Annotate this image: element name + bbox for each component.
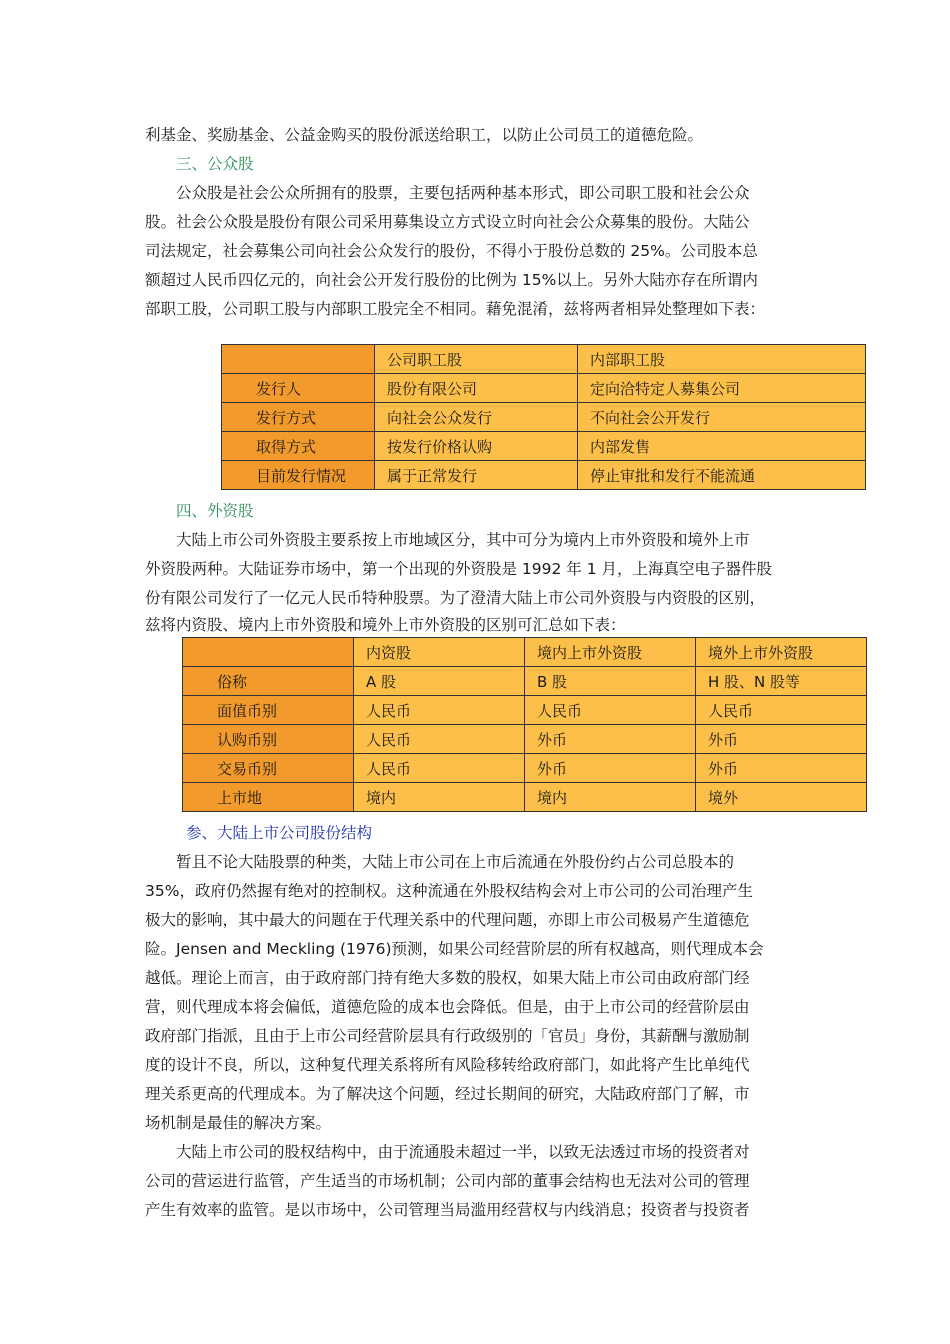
- paragraph-line: 35%，政府仍然握有绝对的控制权。这种流通在外股权结构会对上市公司的公司治理产生: [145, 882, 753, 900]
- table-cell: 停止审批和发行不能流通: [578, 461, 866, 490]
- table-header-cell: [222, 345, 375, 374]
- paragraph-line: 部职工股，公司职工股与内部职工股完全不相同。藉免混淆，兹将两者相异处整理如下表：: [145, 300, 766, 318]
- table-cell: 股份有限公司: [375, 374, 578, 403]
- table-cell: 按发行价格认购: [375, 432, 578, 461]
- row-label: 取得方式: [222, 432, 375, 461]
- row-label: 认购币别: [183, 725, 354, 754]
- table-header-cell: 内资股: [354, 638, 525, 667]
- table-cell: 境内: [354, 783, 525, 812]
- table-row: [222, 432, 866, 461]
- table-row: [183, 696, 867, 725]
- section-heading-public-shares: 三、公众股: [176, 155, 254, 173]
- paragraph-line: 产生有效率的监管。是以市场中，公司管理当局滥用经营权与内线消息；投资者与投资者: [145, 1201, 750, 1219]
- paragraph-line: 大陆上市公司的股权结构中，由于流通股未超过一半，以致无法透过市场的投资者对: [176, 1143, 750, 1161]
- row-label: 面值币别: [183, 696, 354, 725]
- paragraph-line: 利基金、奖励基金、公益金购买的股份派送给职工，以防止公司员工的道德危险。: [145, 126, 704, 144]
- table-row: [183, 667, 867, 696]
- table-row: [183, 783, 867, 812]
- table-row: [222, 403, 866, 432]
- table-cell: 内部发售: [578, 432, 866, 461]
- row-label: 交易币别: [183, 754, 354, 783]
- paragraph-line: 暂且不论大陆股票的种类，大陆上市公司在上市后流通在外股份约占公司总股本的: [176, 853, 735, 871]
- section-heading-foreign-shares: 四、外资股: [176, 502, 254, 520]
- table-row: [183, 754, 867, 783]
- table-header-row: [183, 638, 867, 667]
- table-cell: 人民币: [354, 754, 525, 783]
- table-cell: 定向洽特定人募集公司: [578, 374, 866, 403]
- table-row: [222, 374, 866, 403]
- paragraph-line: 公众股是社会公众所拥有的股票，主要包括两种基本形式，即公司职工股和社会公众: [176, 184, 750, 202]
- row-label: 上市地: [183, 783, 354, 812]
- paragraph-line: 司法规定，社会募集公司向社会公众发行的股份，不得小于股份总数的 25%。公司股本总: [145, 242, 758, 260]
- table-cell: 人民币: [525, 696, 696, 725]
- table-cell: 向社会公众发行: [375, 403, 578, 432]
- table-cell: 外币: [525, 725, 696, 754]
- row-label: 发行人: [222, 374, 375, 403]
- paragraph-line: 份有限公司发行了一亿元人民币特种股票。为了澄清大陆上市公司外资股与内资股的区别，: [145, 589, 766, 607]
- table-row: [183, 725, 867, 754]
- table-cell: A 股: [354, 667, 525, 696]
- paragraph-line: 股。社会公众股是股份有限公司采用募集设立方式设立时向社会公众募集的股份。大陆公: [145, 213, 750, 231]
- paragraph-line: 极大的影响，其中最大的问题在于代理关系中的代理问题，亦即上市公司极易产生道德危: [145, 911, 750, 929]
- row-label: 发行方式: [222, 403, 375, 432]
- paragraph-line: 营，则代理成本将会偏低，道德危险的成本也会降低。但是，由于上市公司的经营阶层由: [145, 998, 750, 1016]
- table-header-cell: 内部职工股: [578, 345, 866, 374]
- table-cell: 人民币: [354, 725, 525, 754]
- table-cell: 外币: [525, 754, 696, 783]
- table-header-cell: [183, 638, 354, 667]
- table-cell: B 股: [525, 667, 696, 696]
- table-header-row: [222, 345, 866, 374]
- paragraph-line: 险。Jensen and Meckling (1976)预测，如果公司经营阶层的所有权越高，则代理成本会: [145, 940, 764, 958]
- employee-shares-table: [221, 344, 866, 490]
- table-cell: 外币: [696, 725, 867, 754]
- table-cell: 属于正常发行: [375, 461, 578, 490]
- share-types-table: [182, 637, 867, 812]
- paragraph-line: 外资股两种。大陆证券市场中，第一个出现的外资股是 1992 年 1 月，上海真空电子器件股: [145, 560, 773, 578]
- paragraph-line: 公司的营运进行监管，产生适当的市场机制；公司内部的董事会结构也无法对公司的管理: [145, 1172, 750, 1190]
- paragraph-line: 理关系更高的代理成本。为了解决这个问题，经过长期间的研究，大陆政府部门了解，市: [145, 1085, 750, 1103]
- table-cell: 人民币: [354, 696, 525, 725]
- table-header-cell: 境外上市外资股: [696, 638, 867, 667]
- row-label: 目前发行情况: [222, 461, 375, 490]
- section-heading-share-structure: 参、大陆上市公司股份结构: [186, 824, 373, 842]
- paragraph-line: 额超过人民币四亿元的，向社会公开发行股份的比例为 15%以上。另外大陆亦存在所谓内: [145, 271, 758, 289]
- table-cell: 不向社会公开发行: [578, 403, 866, 432]
- table-row: [222, 461, 866, 490]
- table-header-cell: 境内上市外资股: [525, 638, 696, 667]
- table-cell: 外币: [696, 754, 867, 783]
- paragraph-line: 越低。理论上而言，由于政府部门持有绝大多数的股权，如果大陆上市公司由政府部门经: [145, 969, 750, 987]
- paragraph-line: 场机制是最佳的解决方案。: [145, 1114, 332, 1132]
- table-cell: 境外: [696, 783, 867, 812]
- table-cell: 人民币: [696, 696, 867, 725]
- table-header-cell: 公司职工股: [375, 345, 578, 374]
- paragraph-line: 度的设计不良，所以，这种复代理关系将所有风险移转给政府部门，如此将产生比单纯代: [145, 1056, 750, 1074]
- row-label: 俗称: [183, 667, 354, 696]
- paragraph-line: 政府部门指派，且由于上市公司经营阶层具有行政级别的「官员」身份，其薪酬与激励制: [145, 1027, 750, 1045]
- paragraph-line: 大陆上市公司外资股主要系按上市地域区分，其中可分为境内上市外资股和境外上市: [176, 531, 750, 549]
- table-cell: 境内: [525, 783, 696, 812]
- paragraph-line: 兹将内资股、境内上市外资股和境外上市外资股的区别可汇总如下表：: [145, 616, 626, 634]
- table-cell: H 股、N 股等: [696, 667, 867, 696]
